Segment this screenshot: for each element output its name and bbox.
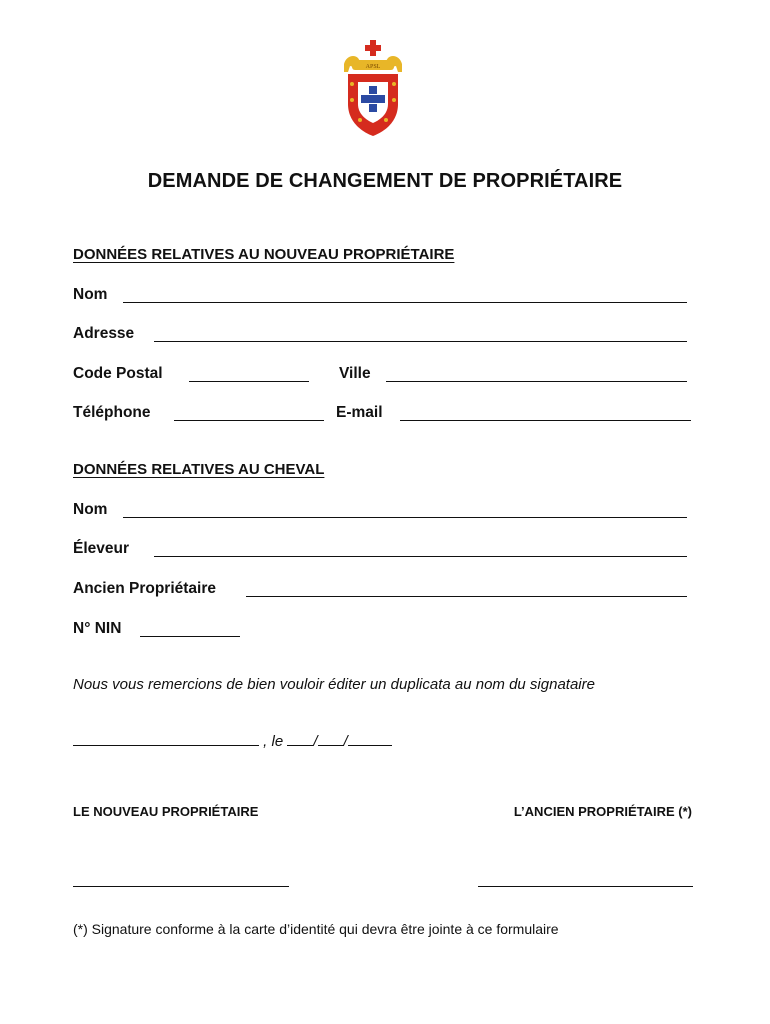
field-horse-previous-owner[interactable]	[73, 580, 687, 602]
field-horse-name[interactable]	[73, 501, 687, 523]
owner-city-line[interactable]	[386, 381, 687, 382]
year-blank[interactable]	[348, 731, 392, 746]
section-heading-new-owner: DONNÉES RELATIVES AU NOUVEAU PROPRIÉTAIRE	[73, 246, 455, 263]
horse-nin-line[interactable]	[140, 636, 240, 637]
horse-breeder-label: Éleveur	[73, 540, 130, 557]
horse-previous-owner-label: Ancien Propriétaire	[73, 580, 216, 597]
owner-postal-line[interactable]	[189, 381, 309, 382]
field-owner-address[interactable]	[73, 325, 687, 347]
new-owner-signature-line[interactable]	[73, 886, 289, 887]
horse-name-label: Nom	[73, 501, 108, 518]
owner-email-line[interactable]	[400, 420, 691, 421]
owner-phone-line[interactable]	[174, 420, 324, 421]
owner-address-line[interactable]	[154, 341, 687, 342]
place-date-line	[73, 731, 392, 750]
field-horse-nin[interactable]	[73, 620, 273, 642]
owner-city-label: Ville	[339, 365, 371, 382]
field-owner-phone-email	[73, 404, 691, 426]
owner-name-label: Nom	[73, 286, 108, 303]
horse-name-line[interactable]	[123, 517, 687, 518]
date-separator-1: /	[313, 733, 318, 750]
horse-previous-owner-line[interactable]	[246, 596, 687, 597]
field-horse-breeder[interactable]	[73, 540, 687, 562]
owner-name-line[interactable]	[123, 302, 687, 303]
horse-breeder-line[interactable]	[154, 556, 687, 557]
coat-of-arms-emblem-icon	[340, 38, 406, 138]
owner-phone-label: Téléphone	[73, 404, 151, 421]
horse-nin-label: N° NIN	[73, 620, 122, 637]
old-owner-signature-line[interactable]	[478, 886, 693, 887]
field-owner-postal-city	[73, 365, 687, 387]
owner-postal-label: Code Postal	[73, 365, 163, 382]
footnote: (*) Signature conforme à la carte d’identité qui devra être jointe à ce formulaire	[73, 921, 559, 937]
page-title: DEMANDE DE CHANGEMENT DE PROPRIÉTAIRE	[147, 170, 623, 192]
date-separator-2: /	[343, 733, 348, 750]
logo-motto: APSL	[365, 64, 381, 70]
section-heading-horse: DONNÉES RELATIVES AU CHEVAL	[73, 461, 325, 478]
day-blank[interactable]	[287, 731, 313, 746]
owner-address-label: Adresse	[73, 325, 135, 342]
date-le-label: , le	[263, 733, 284, 750]
new-owner-signature-label: LE NOUVEAU PROPRIÉTAIRE	[73, 804, 259, 819]
old-owner-signature-label: L’ANCIEN PROPRIÉTAIRE (*)	[513, 804, 692, 819]
field-owner-name[interactable]	[73, 286, 687, 308]
place-blank[interactable]	[73, 731, 259, 746]
owner-email-label: E-mail	[336, 404, 383, 421]
month-blank[interactable]	[318, 731, 344, 746]
request-text: Nous vous remercions de bien vouloir éditer un duplicata au nom du signataire	[73, 676, 595, 693]
